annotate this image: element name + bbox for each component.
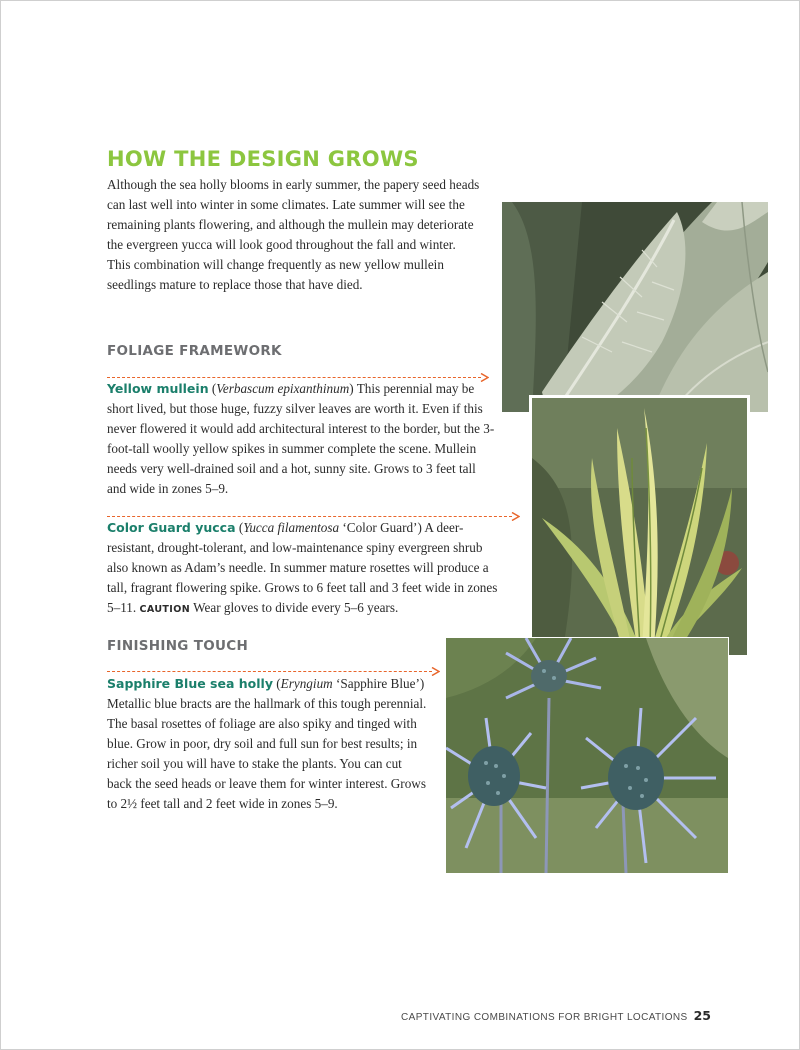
caution-text: Wear gloves to divide every 5–6 years. <box>190 600 399 615</box>
arrow-right-icon <box>431 667 440 676</box>
plant-entry-mullein <box>107 379 497 499</box>
subhead-foliage-framework: FOLIAGE FRAMEWORK <box>107 343 282 359</box>
latin-name: Yucca filamentosa <box>243 520 340 535</box>
yucca-color-guard-photo <box>529 395 750 658</box>
subhead-finishing-touch: FINISHING TOUCH <box>107 638 249 654</box>
arrow-right-icon <box>511 512 520 521</box>
page-number: 25 <box>693 1008 711 1023</box>
latin-name: Verbascum epixanthinum <box>216 381 350 396</box>
latin-name: Eryngium <box>280 676 333 691</box>
paren-open: ( <box>272 676 281 691</box>
plant-description: A deer-resistant, drought-tolerant, and low-maintenance spiny evergreen shrub also known as Adam’s needle. In summer mature rosettes will produce a tall, fragrant flowering spike. Grows to 6 feet tall and 3 feet wide in zones 5–11. <box>107 520 498 615</box>
plant-name: Yellow mullein <box>107 381 209 396</box>
mullein-leaves-photo <box>502 202 768 412</box>
page-footer <box>401 1005 711 1024</box>
plant-description: This perennial may be short lived, but those huge, fuzzy silver leaves are worth it. Even if this never flowered it would add architectural interest to the border, but the 3-foot-tall woolly yellow spikes in summer complete the scene. Mullein needs very well-drained soil and a hot, sunny site. Grows to 3 feet tall and wide in zones 5–9. <box>107 381 495 496</box>
paren-close: ‘Sapphire Blue’) <box>332 676 425 691</box>
paren-close: ) <box>349 381 357 396</box>
plant-entry-yucca <box>107 518 502 620</box>
intro-paragraph: Although the sea holly blooms in early summer, the papery seed heads can last well into winter in some climates. Late summer will see the remaining plants flowering, and although the mullein may deteriorate the evergreen yucca will look good throughout the fall and winter. This combination will change frequently as new yellow mullein seedlings mature to replace those that have died. <box>107 177 480 292</box>
plant-description: Metallic blue bracts are the hallmark of this tough perennial. The basal rosettes of foliage are also spiky and tinged with blue. Grow in poor, dry soil and full sun for best results; in richer soil you will have to stake the plants. You can cut back the seed heads or leave them for winter interest. Grows to 2½ feet tall and 2 feet wide in zones 5–9. <box>107 696 427 811</box>
plant-entry-sea-holly <box>107 674 430 814</box>
section-heading: HOW THE DESIGN GROWS <box>107 147 419 171</box>
caution-label: CAUTION <box>139 604 191 615</box>
paren-open: ( <box>208 381 217 396</box>
plant-name: Color Guard yucca <box>107 520 236 535</box>
running-footer: CAPTIVATING COMBINATIONS FOR BRIGHT LOCATIONS <box>401 1012 688 1023</box>
paren-close: ‘Color Guard’) <box>339 520 425 535</box>
paren-open: ( <box>235 520 244 535</box>
sea-holly-photo <box>445 637 729 874</box>
plant-name: Sapphire Blue sea holly <box>107 676 273 691</box>
